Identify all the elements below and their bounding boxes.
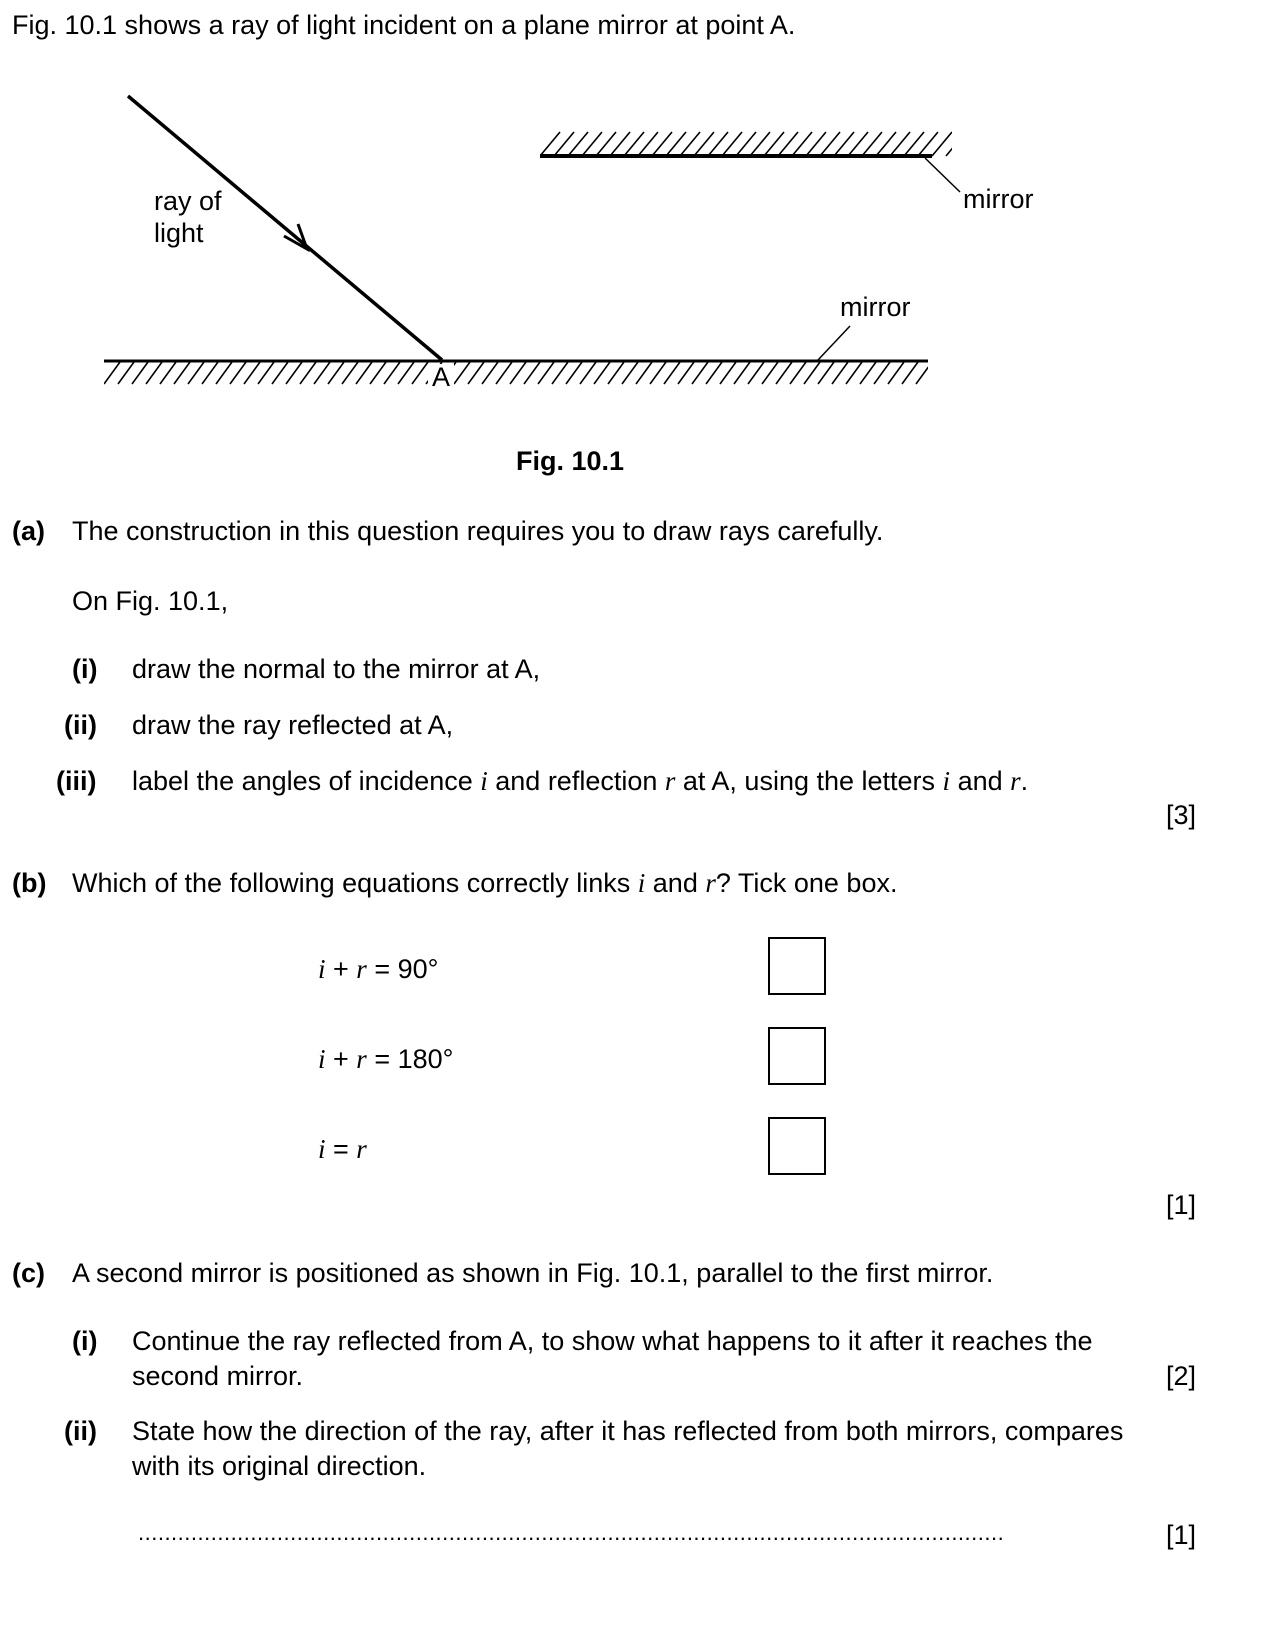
mirror-hatch-mark — [468, 362, 484, 384]
mirror-hatch-mark — [356, 362, 372, 384]
mirror-hatch-mark — [636, 362, 652, 384]
bottom-mirror-leader — [818, 326, 850, 360]
bottom-mirror — [104, 361, 946, 384]
mirror-hatch-mark — [664, 362, 680, 384]
mirror-hatch-mark — [538, 362, 554, 384]
figure-10-1 — [0, 80, 1100, 400]
mirror-hatch-mark — [734, 362, 750, 384]
mirror-hatch-mark — [874, 362, 890, 384]
mirror-hatch-mark — [580, 362, 596, 384]
mirror-hatch-mark — [524, 362, 540, 384]
option-2-tick-box[interactable] — [768, 1027, 826, 1085]
option-1-equation: i + r = 90° — [318, 954, 439, 984]
point-a-label: A — [432, 362, 451, 392]
top-mirror — [540, 132, 980, 156]
mirror-hatch-mark — [118, 362, 134, 384]
mirror-hatch-mark — [314, 362, 330, 384]
mirror-label-top: mirror — [963, 184, 1034, 214]
option-2-equation: i + r = 180° — [318, 1044, 454, 1074]
top-mirror-leader — [925, 158, 960, 192]
mirror-hatch-mark — [146, 362, 162, 384]
option-1-tick-box[interactable] — [768, 937, 826, 995]
mirror-hatch-mark — [552, 362, 568, 384]
mirror-hatch-mark — [930, 362, 946, 384]
part-a-marks: [3] — [1165, 800, 1196, 830]
part-c-i-label: (i) — [72, 1326, 98, 1356]
part-c-i-line2: second mirror. — [132, 1361, 304, 1391]
part-c-i-marks: [2] — [1165, 1361, 1196, 1391]
figure-caption: Fig. 10.1 — [516, 446, 625, 476]
mirror-hatch-mark — [762, 362, 778, 384]
part-a-i-label: (i) — [72, 654, 98, 684]
part-c-ii-label: (ii) — [64, 1416, 97, 1446]
mirror-hatch-mark — [692, 362, 708, 384]
mirror-hatch-mark — [916, 362, 932, 384]
mirror-hatch-mark — [412, 362, 428, 384]
mirror-hatch-mark — [272, 362, 288, 384]
mirror-hatch-mark — [216, 362, 232, 384]
part-a-i-text: draw the normal to the mirror at A, — [132, 654, 541, 684]
part-a-ii-label: (ii) — [64, 710, 97, 740]
mirror-hatch-mark — [566, 362, 582, 384]
mirror-hatch-mark — [720, 362, 736, 384]
part-c-ii-line2: with its original direction. — [132, 1451, 427, 1481]
mirror-hatch-mark — [160, 362, 176, 384]
mirror-hatch-mark — [608, 362, 624, 384]
part-b-text: Which of the following equations correctly links i and r? Tick one box. — [72, 868, 898, 898]
part-a-prompt: On Fig. 10.1, — [72, 586, 229, 616]
ray-label-line2: light — [154, 218, 204, 248]
mirror-hatch-mark — [776, 362, 792, 384]
mirror-hatch-mark — [650, 362, 666, 384]
option-3-equation: i = r — [318, 1134, 367, 1164]
mirror-hatch-mark — [342, 362, 358, 384]
mirror-hatch-mark — [594, 362, 610, 384]
mirror-hatch-mark — [748, 362, 764, 384]
mirror-hatch-mark — [398, 362, 414, 384]
ray-label-line1: ray of — [154, 186, 222, 216]
part-c-label: (c) — [12, 1258, 45, 1288]
mirror-hatch-mark — [846, 362, 862, 384]
mirror-hatch-mark — [790, 362, 806, 384]
mirror-hatch-mark — [104, 362, 120, 384]
mirror-hatch-mark — [706, 362, 722, 384]
mirror-hatch-mark — [286, 362, 302, 384]
intro-text: Fig. 10.1 shows a ray of light incident on a plane mirror at point A. — [12, 10, 796, 40]
mirror-hatch-mark — [174, 362, 190, 384]
mirror-hatch-mark — [132, 362, 148, 384]
mirror-hatch-mark — [300, 362, 316, 384]
part-b-label: (b) — [12, 868, 47, 898]
part-a-text: The construction in this question requires you to draw rays carefully. — [72, 516, 884, 546]
mirror-hatch-mark — [860, 362, 876, 384]
mirror-hatch-mark — [902, 362, 918, 384]
mirror-hatch-mark — [384, 362, 400, 384]
mirror-hatch-mark — [510, 362, 526, 384]
mirror-hatch-mark — [188, 362, 204, 384]
mirror-hatch-mark — [496, 362, 512, 384]
part-a-ii-text: draw the ray reflected at A, — [132, 710, 454, 740]
part-a-iii-label: (iii) — [56, 766, 97, 796]
part-b-marks: [1] — [1165, 1190, 1196, 1220]
part-c-i-line1: Continue the ray reflected from A, to show what happens to it after it reaches the — [132, 1326, 1093, 1356]
mirror-hatch-mark — [230, 362, 246, 384]
mirror-label-bottom: mirror — [840, 292, 911, 322]
mirror-hatch-mark — [804, 362, 820, 384]
mirror-hatch-mark — [202, 362, 218, 384]
part-c-ii-line1: State how the direction of the ray, after it has reflected from both mirrors, compares — [132, 1416, 1124, 1446]
part-c-ii-marks: [1] — [1165, 1520, 1196, 1550]
mirror-hatch-mark — [482, 362, 498, 384]
mirror-hatch-mark — [370, 362, 386, 384]
mirror-hatch-mark — [818, 362, 834, 384]
answer-line[interactable]: ................................................................................................................................... — [138, 1520, 1005, 1545]
mirror-hatch-mark — [328, 362, 344, 384]
mirror-hatch-mark — [888, 362, 904, 384]
mirror-hatch-mark — [454, 362, 470, 384]
mirror-hatch-mark — [678, 362, 694, 384]
mirror-hatch-mark — [244, 362, 260, 384]
mirror-hatch-mark — [960, 132, 980, 156]
mirror-hatch-mark — [832, 362, 848, 384]
part-a-iii-text: label the angles of incidence i and reflection r at A, using the letters i and r. — [132, 766, 1029, 796]
option-3-tick-box[interactable] — [768, 1117, 826, 1175]
mirror-hatch-mark — [622, 362, 638, 384]
part-c-text: A second mirror is positioned as shown in Fig. 10.1, parallel to the first mirror. — [72, 1258, 994, 1288]
mirror-hatch-mark — [258, 362, 274, 384]
part-a-label: (a) — [12, 516, 45, 546]
